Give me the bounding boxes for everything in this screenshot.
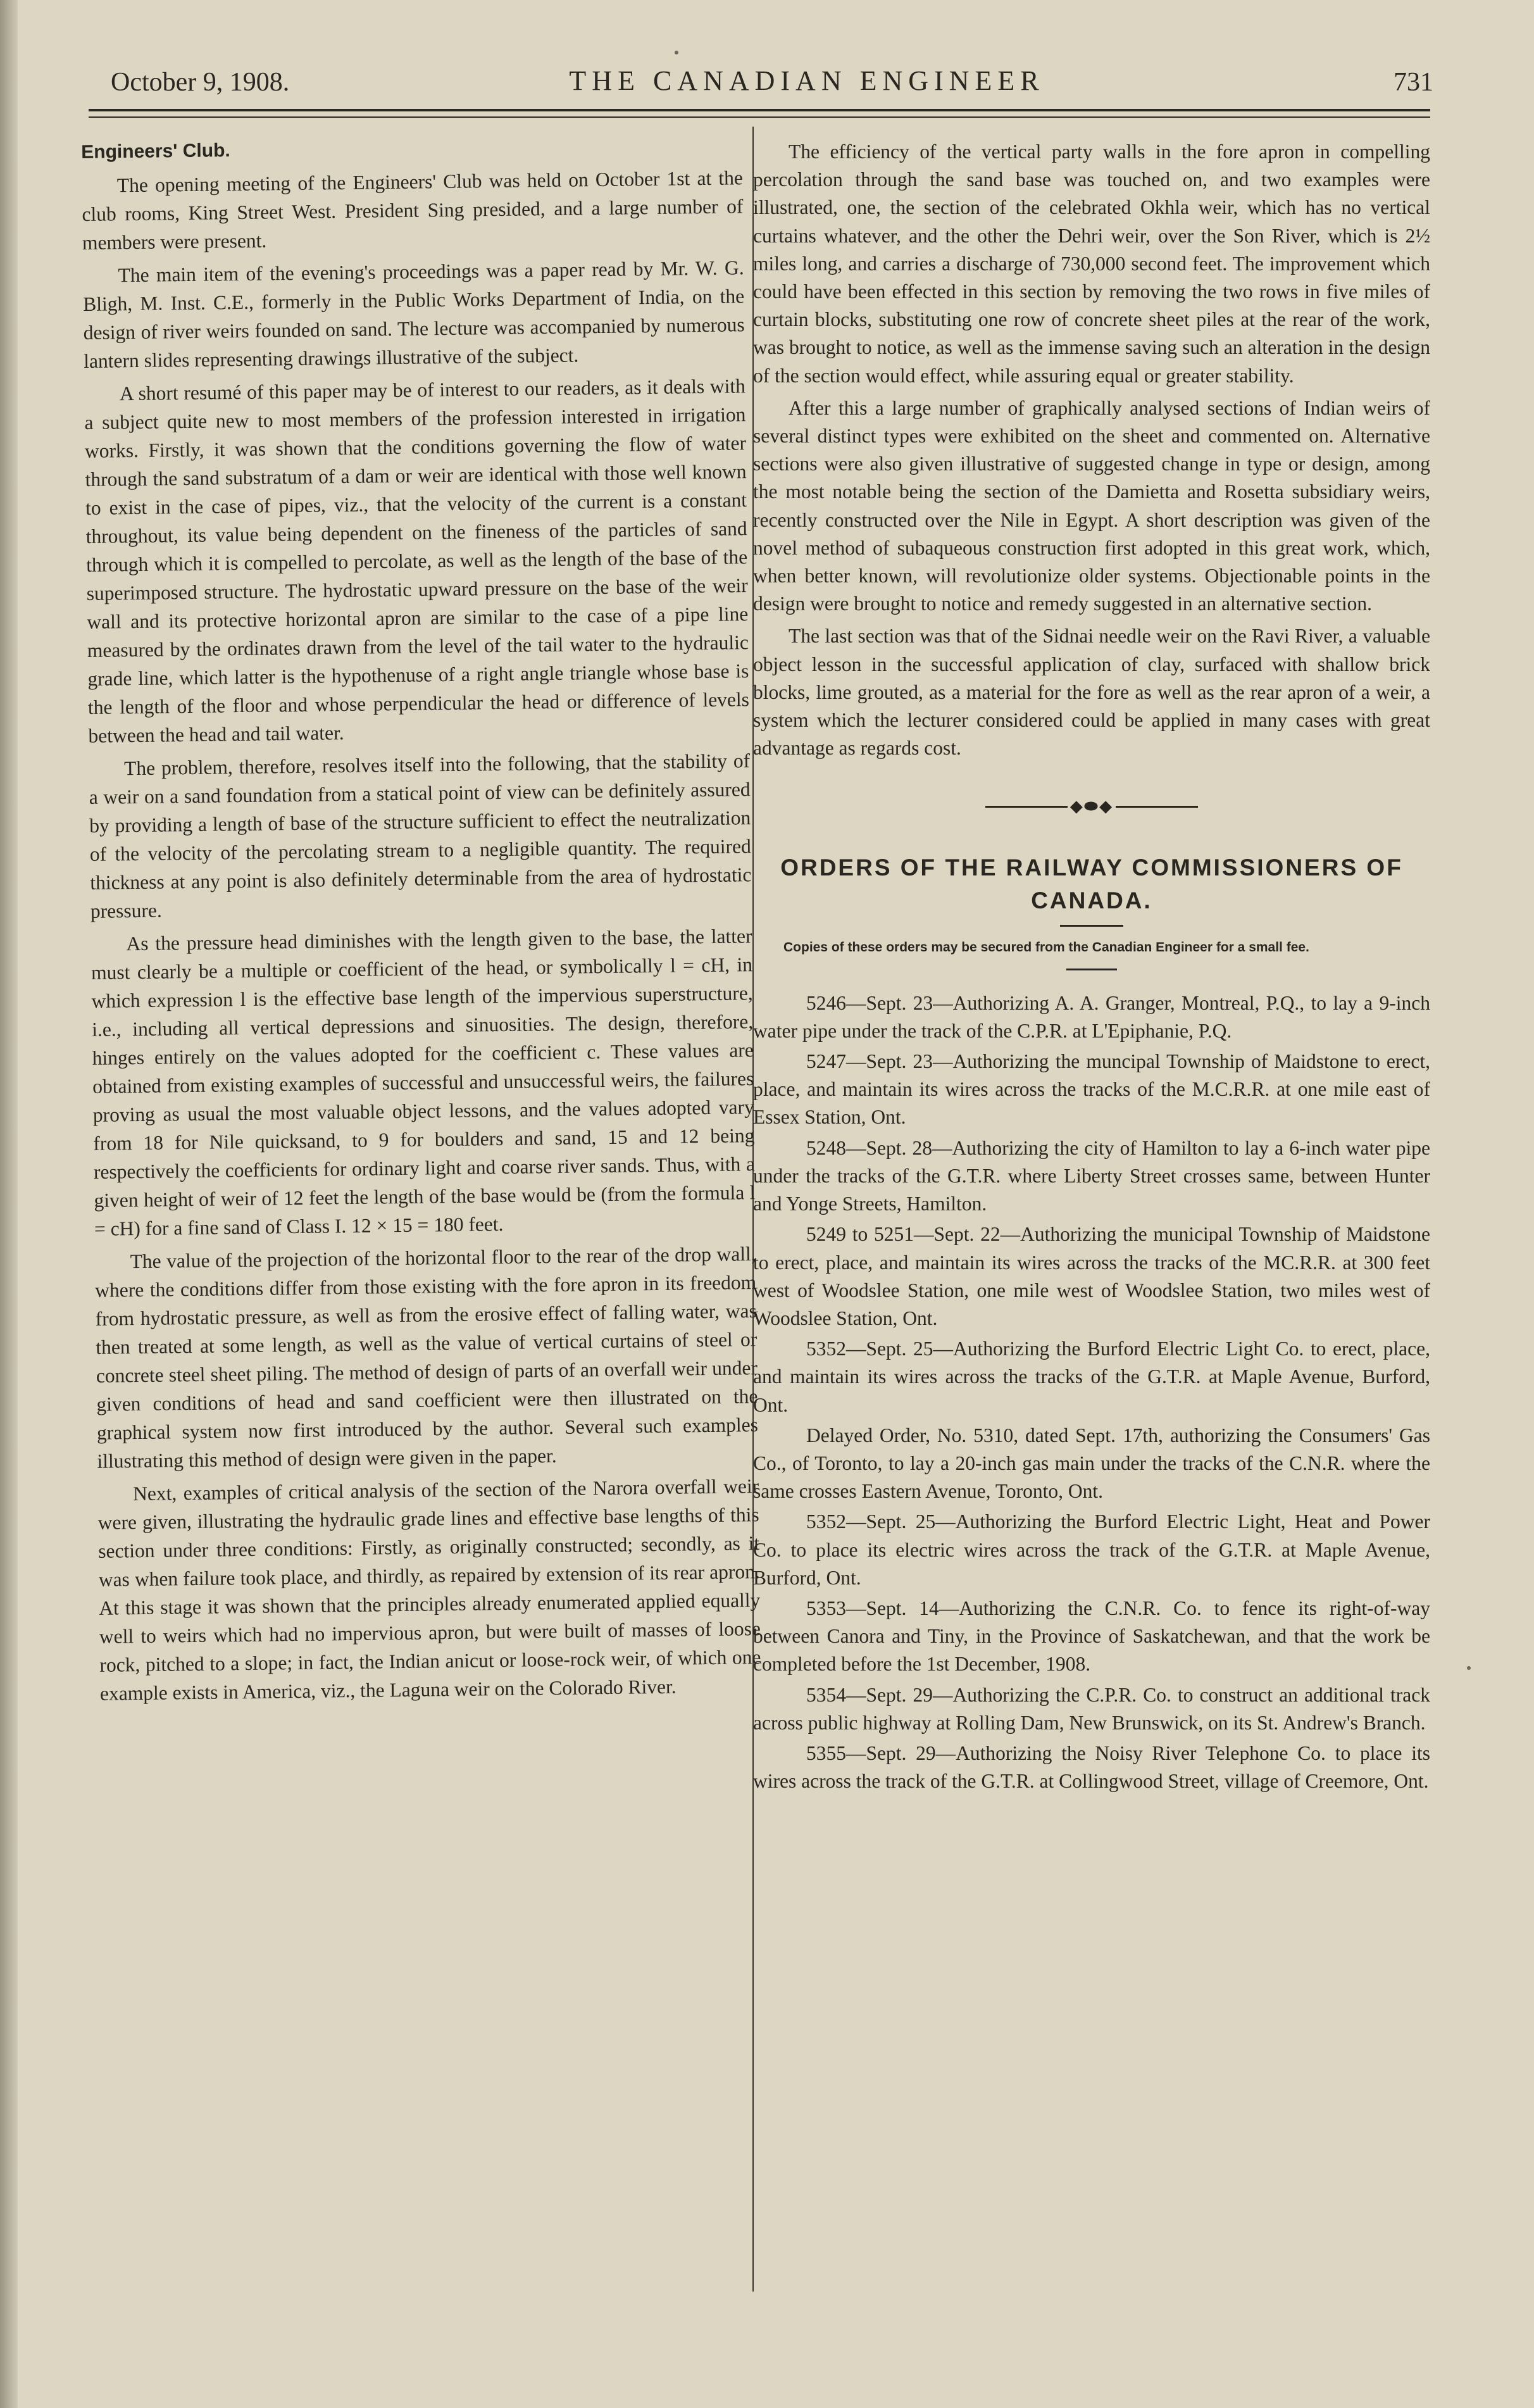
order-item: 5249 to 5251—Sept. 22—Authorizing the municipal Township of Maidstone to erect, place, and maintain its wires across the tracks of the MC.R.R. at 300 feet west of Woodslee Station, one mile west of Woodslee Station, two miles west of Woodslee Station, Ont. (753, 1223, 1430, 1329)
order-item: 5353—Sept. 14—Authorizing the C.N.R. Co. to fence its right-of-way between Canora and Tiny, in the Province of Saskatchewan, and that the work be completed before the 1st December, 1908. (753, 1596, 1430, 1676)
order-item: 5248—Sept. 28—Authorizing the city of Hamilton to lay a 6-inch water pipe under the tracks of the G.T.R. where Liberty Street crosses same, between Hunter and Yonge Streets, Hamilton. (753, 1136, 1430, 1215)
club-paragraph: Next, examples of critical analysis of the section of the Narora overfall weir were given, illustrating the hydraulic grade lines and effective base lengths of this section under three conditions: Firstly, as originally constructed; secondly, as it was when failure took place, and thirdly, as repaired by extension of its rear apron. At this stage it was shown that the principles already enumerated applied equally well to weirs which had no impervious apron, but were built of masses of loose rock, pitched to a slope; in fact, the Indian anicut or loose-rock weir, of which one example exists in America, viz., the Laguna weir on the Colorado River. (97, 1475, 761, 1705)
order-item: 5352—Sept. 25—Authorizing the Burford Electric Light Co. to erect, place, and maintain its wires across the tracks of the G.T.R. at Maple Avenue, Burford, Ont. (753, 1338, 1430, 1416)
section-ornament: ◆⬬◆ (753, 791, 1430, 820)
issue-date: October 9, 1908. (111, 68, 290, 97)
orders-rule (1060, 925, 1123, 927)
club-paragraph: The last section was that of the Sidnai needle weir on the Ravi River, a valuable object lesson in the successful application of clay, surfaced with shallow brick blocks, lime grouted, as a material for the fore as well as the rear apron of a weir, a system which the lecturer considered could be applied in many cases with great advantage as regards cost. (753, 625, 1430, 760)
print-speck (675, 51, 678, 54)
club-paragraph: The opening meeting of the Engineers' Club was held on October 1st at the club rooms, King Street West. President Sing presided, and a large number of members were present. (82, 166, 744, 254)
left-column-text (81, 130, 761, 1708)
journal-title: THE CANADIAN ENGINEER (569, 65, 1045, 96)
order-item: 5246—Sept. 23—Authorizing A. A. Granger, Montreal, P.Q., to lay a 9-inch water pipe under the track of the C.P.R. at L'Epiphanie, P.Q. (753, 991, 1430, 1042)
header-rule (89, 109, 1430, 111)
club-paragraph: A short resumé of this paper may be of interest to our readers, as it deals with a subject quite new to most members of the profession interested in irrigation works. Firstly, it was shown that the conditions governing the flow of water through the sand substratum of a dam or weir are identical with those well known to exist in the case of pipes, viz., that the velocity of the current is a constant throughout, its value being dependent on the fineness of the particles of sand through which it is compelled to percolate, as well as the length of the base of the superimposed structure. The hydrostatic upward pressure on the base of the weir wall and its protective horizontal apron are similar to the case of a pipe line measured by the ordinates drawn from the level of the tail water to the hydraulic grade line, which latter is the hypothenuse of a right angle triangle whose base is the length of the floor and whose perpendicular the head or difference of levels between the head and tail water. (84, 375, 750, 747)
club-paragraph: The value of the projection of the horizontal floor to the rear of the drop wall, where the conditions differ from those existing with the fore apron in its freedom from hydrostatic pressure, as well as from the erosive effect of falling water, was then treated at some length, as well as the value of vertical curtains of steel or concrete steel sheet piling. The method of design of parts of an overfall weir under given conditions of head and sand coefficient were then illustrated on the graphical system now first introduced by the author. Several such examples illustrating this method of design were given in the paper. (95, 1243, 759, 1472)
club-heading: Engineers' Club. (81, 140, 230, 163)
club-paragraph: After this a large number of graphically analysed sections of Indian weirs of several distinct types were exhibited on the sheet and commented on. Alternative sections were also given illustrative of suggested change in type or design, among the most notable being the section of the Damietta and Rosetta subsidiary weirs, recently constructed over the Nile in Egypt. A short description was given of the novel method of subaqueous construction first adopted in this great work, which, when better known, will revolutionize older systems. Objectionable points in the design were brought to notice and remedy suggested in an alternative section. (753, 396, 1430, 615)
left-column (81, 138, 761, 1712)
orders-rule-lower (1066, 969, 1117, 970)
order-item: Delayed Order, No. 5310, dated Sept. 17th, authorizing the Consumers' Gas Co., of Toronto, to lay a 20-inch gas main under the tracks of the C.N.R. where the same crosses Eastern Avenue, Toronto, Ont. (753, 1424, 1430, 1503)
header-rule-thin (89, 116, 1430, 118)
club-paragraph: As the pressure head diminishes with the length given to the base, the latter must clearly be a multiple or coefficient of the head, or symbolically l = cH, in which expression l is the effective base length of the impervious superstructure, i.e., including all vertical depressions and sinuosities. The design, therefore, hinges entirely on the values adopted for the coefficient c. These values are obtained from existing examples of successful and unsuccessful weirs, the failures proving as usual the most valuable object lessons, and the values adopted vary from 18 for Nile quicksand, to 9 for boulders and sand, 15 and 12 being respectively the coefficients for ordinary light and coarse river sands. Thus, with a given height of weir of 12 feet the length of the base would be (from the formula l = cH) for a fine sand of Class I. 12 × 15 = 180 feet. (90, 925, 756, 1240)
print-speck (1467, 1666, 1471, 1670)
running-header (111, 63, 1433, 108)
order-item: 5352—Sept. 25—Authorizing the Burford Electric Light, Heat and Power Co. to place its electric wires across the track of the G.T.R. at Maple Avenue, Burford, Ont. (753, 1510, 1430, 1589)
binding-gutter (0, 0, 18, 2408)
page-number: 731 (1394, 68, 1433, 97)
order-item: 5354—Sept. 29—Authorizing the C.P.R. Co. to construct an additional track across public highway at Rolling Dam, New Brunswick, on its St. Andrew's Branch. (753, 1683, 1430, 1734)
orders-note: Copies of these orders may be secured from the Canadian Engineer for a small fee. (783, 939, 1309, 955)
club-paragraph: The efficiency of the vertical party walls in the fore apron in compelling percolation through the sand base was touched on, and two examples were illustrated, one, the section of the celebrated Okhla weir, which has no vertical curtains whatever, and the other the Dehri weir, over the Son River, which is 2½ miles long, and carries a discharge of 730,000 second feet. The improvement which could have been effected in this section by removing the two rows in five miles of curtain blocks, substituting one row of concrete sheet piles at the rear of the work, was brought to notice, as well as the immense saving such an alteration in the design of the section would effect, while assuring equal or greater stability. (753, 141, 1430, 387)
right-column (753, 138, 1430, 1798)
order-item: 5247—Sept. 23—Authorizing the muncipal Township of Maidstone to erect, place, and maintain its wires across the tracks of the M.C.R.R. at one mile east of Essex Station, Ont. (753, 1050, 1430, 1129)
club-paragraph: The problem, therefore, resolves itself into the following, that the stability of a weir on a sand foundation from a statical point of view can be definitely assured by providing a length of base of the structure sufficient to effect the neutralization of the velocity of the percolating stream to a negligible quantity. The required thickness at any point is also definitely determinable from the area of hydrostatic pressure. (89, 749, 752, 922)
order-item: 5355—Sept. 29—Authorizing the Noisy River Telephone Co. to place its wires across the track of the G.T.R. at Collingwood Street, village of Creemore, Ont. (753, 1741, 1430, 1793)
right-column-text (753, 138, 1430, 1795)
club-paragraph: The main item of the evening's proceedings was a paper read by Mr. W. G. Bligh, M. Inst. C.E., formerly in the Public Works Department of India, on the design of river weirs founded on sand. The lecture was accompanied by numerous lantern slides representing drawings illustrative of the subject. (82, 256, 745, 372)
orders-heading: ORDERS OF THE RAILWAY COMMISSIONERS OF CANADA. (780, 854, 1403, 913)
